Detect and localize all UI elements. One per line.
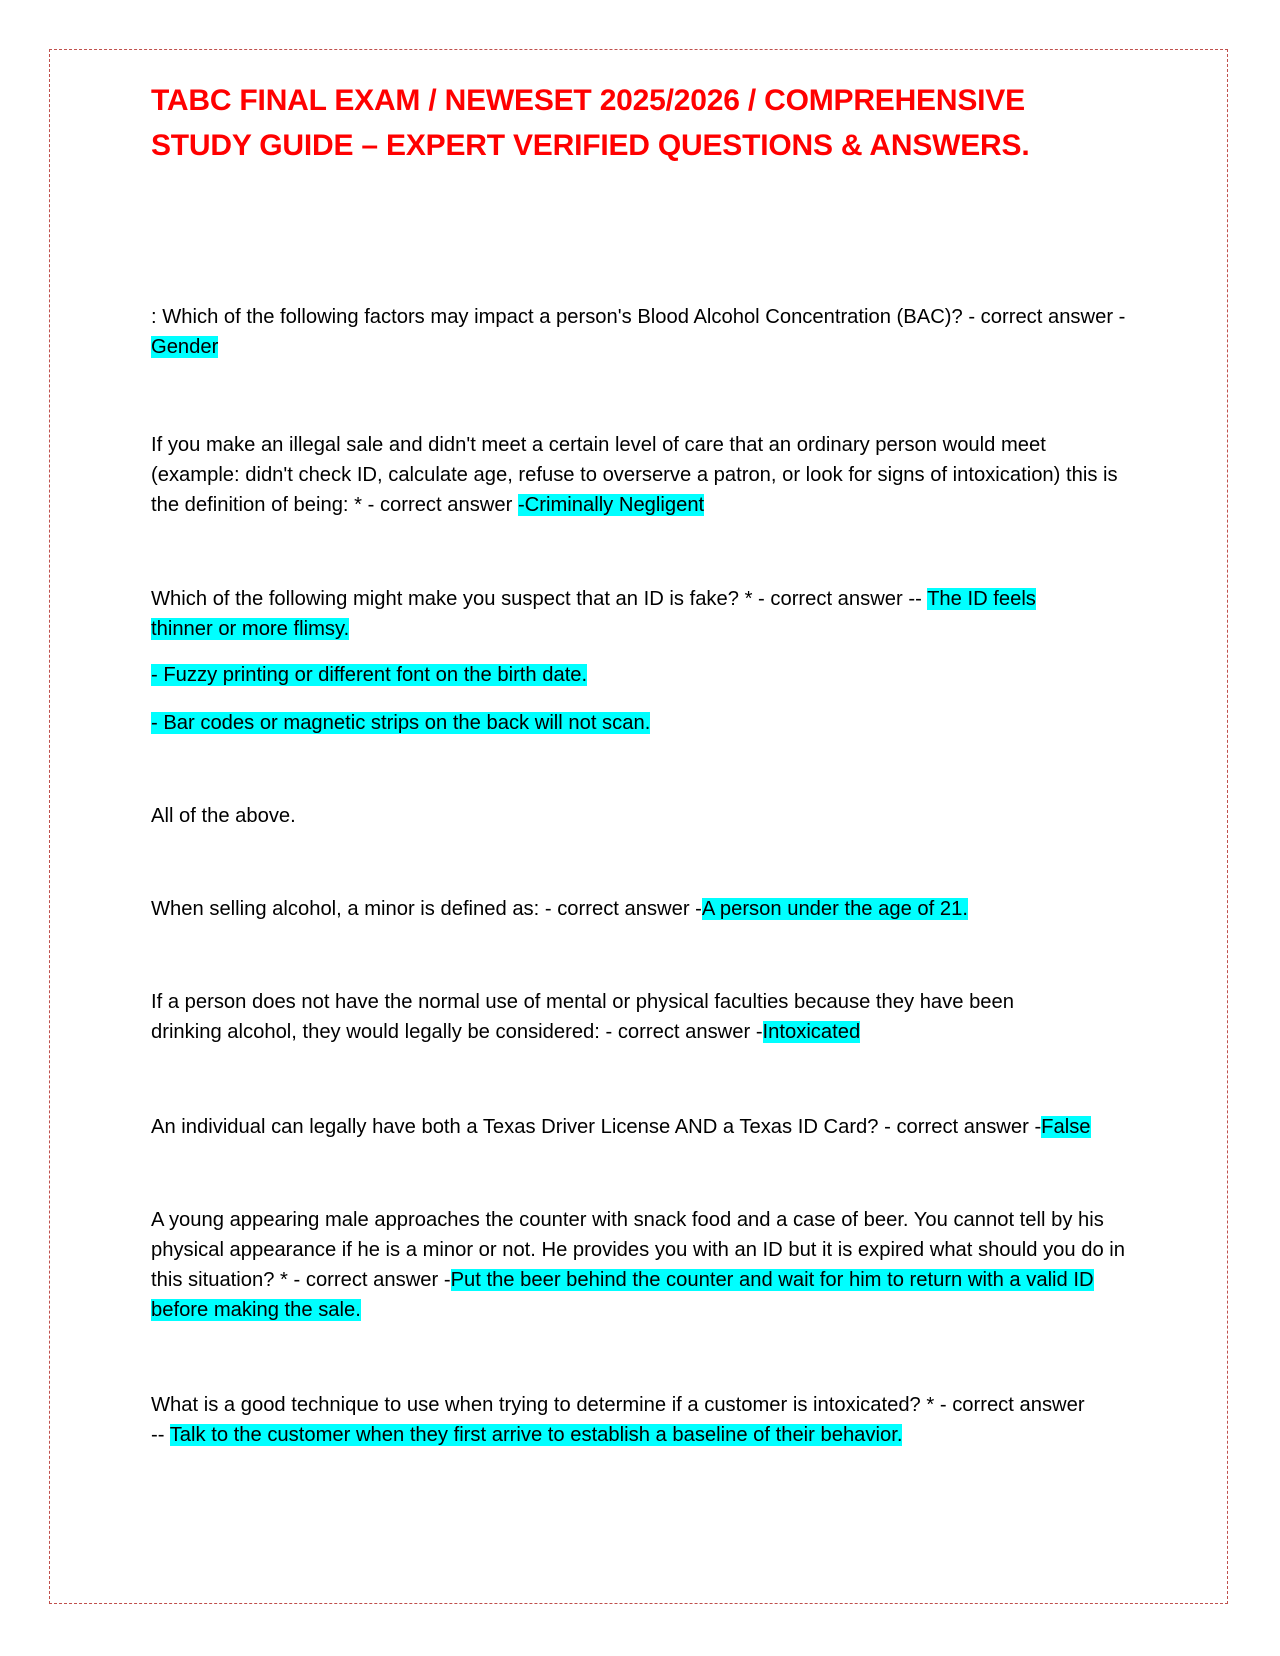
question-text: : Which of the following factors may impact a person's Blood Alcohol Concentration (BAC)? - correct answer - — [151, 306, 1126, 328]
qa-item-3-extra-2 — [151, 708, 650, 738]
qa-item-5 — [151, 987, 1071, 1047]
qa-item-3-trailing — [151, 801, 296, 831]
question-text: Which of the following might make you suspect that an ID is fake? * - correct answer -- — [151, 588, 928, 610]
answer-highlight: Gender — [151, 336, 219, 358]
question-text: When selling alcohol, a minor is defined as: - correct answer - — [151, 898, 702, 920]
document-title — [151, 78, 1136, 168]
answer-highlight: Put the beer behind the counter and wait for him to return with a valid ID before making the sale. — [151, 1269, 1094, 1321]
answer-highlight: - Bar codes or magnetic strips on the back will not scan. — [151, 712, 651, 734]
answer-highlight: Talk to the customer when they first arrive to establish a baseline of their behavior. — [169, 1424, 903, 1446]
question-text: A young appearing male approaches the counter with snack food and a case of beer. You cannot tell by his physical appearance if he is a minor or not. He provides you with an ID but it is expired what should you do in this situation? * - correct answer - — [151, 1209, 1126, 1291]
answer-highlight: -Criminally Negligent — [517, 494, 705, 516]
title-line-2: STUDY GUIDE – EXPERT VERIFIED QUESTIONS & ANSWERS. — [151, 129, 1030, 162]
question-text: An individual can legally have both a Texas Driver License AND a Texas ID Card? - correct answer - — [151, 1116, 1042, 1138]
answer-highlight: - Fuzzy printing or different font on the birth date. — [151, 664, 588, 686]
qa-item-4 — [151, 894, 1136, 924]
qa-item-8 — [151, 1390, 1086, 1450]
qa-item-6 — [151, 1112, 1136, 1142]
qa-item-3 — [151, 584, 1091, 644]
question-text: What is a good technique to use when trying to determine if a customer is intoxicated? * - correct answer -- — [151, 1394, 1085, 1446]
answer-highlight: Intoxicated — [762, 1021, 861, 1043]
question-text: If a person does not have the normal use of mental or physical faculties because they have been drinking alcohol, they would legally be considered: - correct answer - — [151, 991, 1014, 1043]
document-body — [151, 78, 1136, 1446]
answer-highlight: The ID feels thinner or more flimsy. — [151, 588, 1036, 640]
trailing-text: All of the above. — [151, 805, 296, 827]
qa-item-2 — [151, 430, 1136, 520]
answer-highlight: A person under the age of 21. — [701, 898, 968, 920]
answer-highlight: False — [1041, 1116, 1091, 1138]
question-text: If you make an illegal sale and didn't meet a certain level of care that an ordinary person would meet (example: didn't check ID, calculate age, refuse to overserve a patron, or look for signs of intoxication) this is the definition of being: * - correct answer — [151, 434, 1118, 516]
title-line-1: TABC FINAL EXAM / NEWESET 2025/2026 / COMPREHENSIVE — [151, 84, 1025, 117]
qa-item-1 — [151, 302, 1136, 362]
qa-item-3-extra-1 — [151, 660, 587, 690]
qa-item-7 — [151, 1205, 1136, 1325]
